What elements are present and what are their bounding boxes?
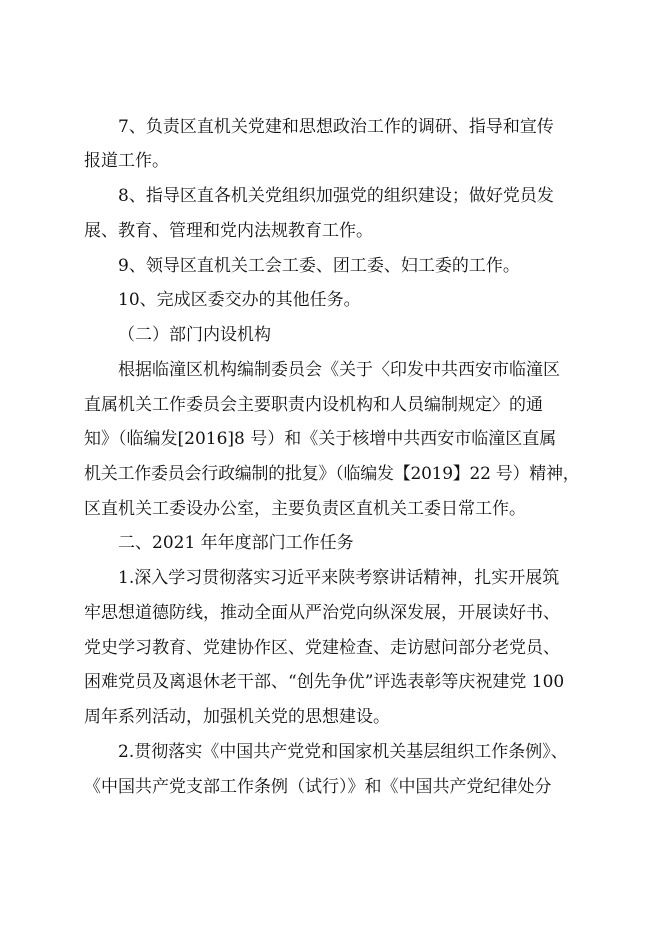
text-line: 知》（临编发[2016]8 号）和《关于核增中共西安市临潼区直属	[84, 429, 557, 449]
text-line: 10、完成区委交办的其他任务。	[118, 290, 361, 310]
text-line: 党史学习教育、党建协作区、党建检查、走访慰问部分老党员、	[84, 638, 560, 658]
text-line: 机关工作委员会行政编制的批复》（临编发【2019】22 号）精神，	[84, 464, 580, 484]
text-line: 周年系列活动，加强机关党的思想建设。	[84, 707, 390, 727]
section-heading: （二）部门内设机构	[118, 325, 271, 345]
text-line: 牢思想道德防线，推动全面从严治党向纵深发展，开展读好书、	[84, 603, 560, 623]
text-line: 报道工作。	[84, 151, 169, 171]
text-line: 2.贯彻落实《中国共产党党和国家机关基层组织工作条例》、	[118, 742, 568, 762]
text-line: 直属机关工作委员会主要职责内设机构和人员编制规定〉的通	[84, 395, 543, 415]
text-line: 区直机关工委设办公室，主要负责区直机关工委日常工作。	[84, 499, 526, 519]
text-line: 展、教育、管理和党内法规教育工作。	[84, 221, 373, 241]
text-line: 7、负责区直机关党建和思想政治工作的调研、指导和宣传	[118, 117, 554, 137]
text-line: 困难党员及离退休老干部、“创先争优”评选表彰等庆祝建党 100	[84, 672, 565, 692]
section-heading: 二、2021 年年度部门工作任务	[118, 533, 354, 553]
text-line: 1.深入学习贯彻落实习近平来陕考察讲话精神，扎实开展筑	[118, 568, 560, 588]
text-line: 《中国共产党支部工作条例（试行）》和《中国共产党纪律处分	[84, 777, 552, 797]
text-line: 根据临潼区机构编制委员会《关于〈印发中共西安市临潼区	[118, 360, 560, 380]
text-line: 8、指导区直各机关党组织加强党的组织建设；做好党员发	[118, 186, 554, 206]
text-line: 9、领导区直机关工会工委、团工委、妇工委的工作。	[118, 256, 520, 276]
